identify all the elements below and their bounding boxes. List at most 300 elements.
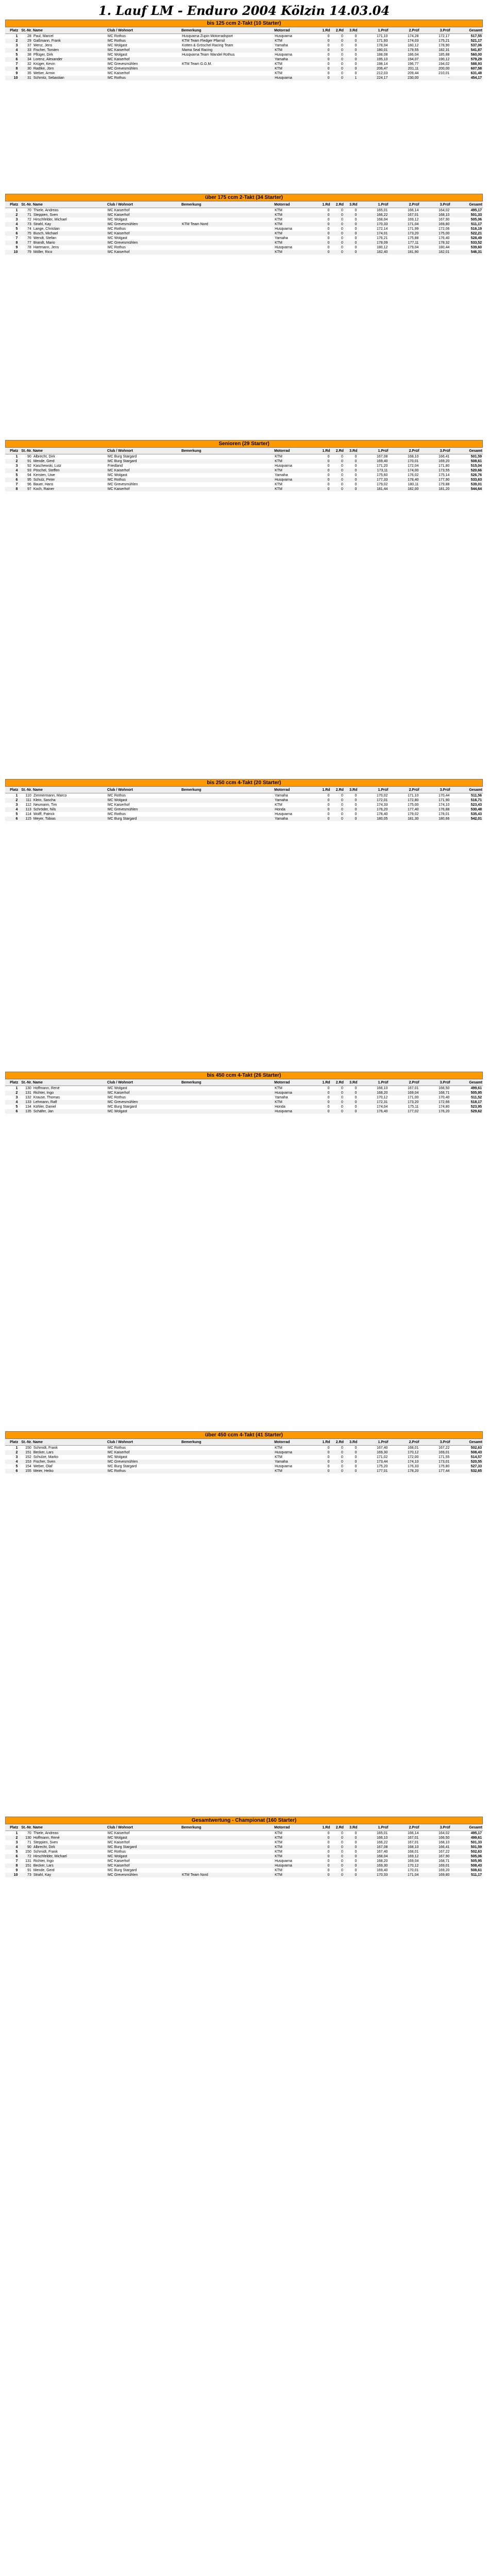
cell-nr: 71	[19, 213, 32, 217]
cell-r3: 0	[344, 250, 358, 255]
cell-r3: 0	[344, 1831, 358, 1836]
cell-r1: 0	[317, 1854, 330, 1859]
cell-p3: 174,80	[419, 1105, 450, 1109]
cell-r1: 0	[317, 34, 330, 39]
column-header: Bemerkung	[181, 201, 274, 208]
cell-mot: KTM	[274, 468, 317, 473]
cell-bem: KTM Team Fledger Pfarrsil	[181, 39, 274, 43]
cell-r3: 0	[344, 1086, 358, 1091]
cell-r3: 0	[344, 213, 358, 217]
cell-r1: 0	[317, 43, 330, 48]
cell-mot: KTM	[274, 1854, 317, 1859]
cell-p3: 170,40	[419, 1095, 450, 1100]
column-header: Platz	[5, 787, 19, 793]
cell-r2: 0	[331, 1455, 344, 1460]
cell-p3: 190,12	[419, 57, 450, 62]
cell-nr: 71	[19, 1840, 32, 1845]
table-row	[5, 807, 483, 812]
cell-p2: 169,12	[389, 217, 419, 222]
cell-p1: 165,01	[358, 1831, 389, 1836]
cell-name: Klein, Sascha	[32, 798, 107, 803]
column-header: Name	[32, 201, 107, 208]
cell-club: MC Wolgast	[107, 1086, 181, 1091]
cell-mot: Honda	[274, 807, 317, 812]
cell-name: Möller, Rico	[32, 250, 107, 255]
cell-r2: 0	[331, 250, 344, 255]
column-header: Bemerkung	[181, 1824, 274, 1831]
cell-r3: 0	[344, 1836, 358, 1840]
cell-platz: 1	[5, 208, 19, 213]
cell-bem	[181, 464, 274, 468]
cell-nr: 73	[19, 1873, 32, 1877]
results-table	[5, 201, 483, 255]
cell-mot: KTM	[274, 213, 317, 217]
cell-p1: 224,17	[358, 76, 389, 80]
cell-r2: 0	[331, 1850, 344, 1854]
column-header: Name	[32, 448, 107, 454]
cell-p1: 170,12	[358, 1095, 389, 1100]
cell-bem	[181, 1831, 274, 1836]
cell-p3: 179,88	[419, 482, 450, 487]
cell-r2: 0	[331, 1873, 344, 1877]
cell-r1: 0	[317, 1831, 330, 1836]
cell-g: 501,59	[450, 1845, 483, 1850]
cell-platz: 10	[5, 250, 19, 255]
cell-p3: 210,01	[419, 71, 450, 76]
table-row	[5, 1446, 483, 1451]
cell-platz: 4	[5, 1845, 19, 1850]
cell-g: 560,00	[450, 53, 483, 57]
cell-r3: 1	[344, 76, 358, 80]
cell-r1: 0	[317, 454, 330, 460]
cell-p1: 167,40	[358, 1850, 389, 1854]
cell-name: Strahl, Kay	[32, 1873, 107, 1877]
cell-nr: 154	[19, 1464, 32, 1469]
cell-name: Hartmann, Jens	[32, 245, 107, 250]
cell-g: 515,04	[450, 464, 483, 468]
cell-p1: 166,22	[358, 213, 389, 217]
cell-nr: 75	[19, 231, 32, 236]
cell-bem	[181, 250, 274, 255]
cell-g: 530,48	[450, 807, 483, 812]
cell-p2: 168,01	[389, 1850, 419, 1854]
cell-r3: 0	[344, 1446, 358, 1451]
cell-g: 499,61	[450, 1086, 483, 1091]
cell-r3: 0	[344, 487, 358, 492]
column-header: 3.Prüf	[419, 27, 450, 34]
cell-platz: 5	[5, 1464, 19, 1469]
cell-p3: 168,71	[419, 1091, 450, 1095]
cell-nr: 91	[19, 1868, 32, 1873]
column-header: Motorrad	[274, 1079, 317, 1086]
cell-name: Strahl, Kay	[32, 222, 107, 227]
cell-nr: 73	[19, 222, 32, 227]
column-header: Motorrad	[274, 1439, 317, 1446]
cell-p3: 169,80	[419, 222, 450, 227]
cell-club: MC Burg Stargard	[107, 459, 181, 464]
column-header: Bemerkung	[181, 27, 274, 34]
cell-p2: 186,04	[389, 53, 419, 57]
cell-platz: 8	[5, 1863, 19, 1868]
cell-bem	[181, 1845, 274, 1850]
column-header: Platz	[5, 1079, 19, 1086]
cell-mot: Yamaha	[274, 473, 317, 478]
results-table	[5, 27, 483, 80]
cell-g: 529,62	[450, 1109, 483, 1114]
cell-r3: 0	[344, 48, 358, 53]
cell-name: Gaßmann, Frank	[32, 39, 107, 43]
cell-r1: 0	[317, 227, 330, 231]
cell-r3: 0	[344, 1450, 358, 1455]
cell-r3: 0	[344, 1100, 358, 1105]
cell-club: MC Kaiserhof	[107, 1863, 181, 1868]
table-row	[5, 1460, 483, 1464]
cell-p2: 182,00	[389, 487, 419, 492]
cell-p1: 167,08	[358, 454, 389, 460]
table-row	[5, 798, 483, 803]
cell-r3: 0	[344, 222, 358, 227]
table-row	[5, 473, 483, 478]
cell-nr: 92	[19, 464, 32, 468]
cell-platz: 4	[5, 468, 19, 473]
cell-r3: 0	[344, 1840, 358, 1845]
cell-bem	[181, 473, 274, 478]
column-header: 1.Prüf	[358, 448, 389, 454]
cell-platz: 2	[5, 39, 19, 43]
cell-platz: 3	[5, 43, 19, 48]
cell-bem	[181, 213, 274, 217]
cell-r3: 0	[344, 241, 358, 245]
cell-nr: 133	[19, 1100, 32, 1105]
cell-platz: 2	[5, 459, 19, 464]
cell-p3: 164,02	[419, 1831, 450, 1836]
column-header: 1.Prüf	[358, 787, 389, 793]
cell-r1: 0	[317, 213, 330, 217]
cell-bem: KTM Team Nord	[181, 222, 274, 227]
cell-nr: 150	[19, 1446, 32, 1451]
cell-r2: 0	[331, 66, 344, 71]
cell-name: Lorenz, Alexander	[32, 57, 107, 62]
cell-p1: 180,05	[358, 817, 389, 821]
column-header: 3.Rd	[344, 1824, 358, 1831]
section-gap	[0, 1067, 488, 1072]
cell-p1: 167,08	[358, 1845, 389, 1850]
cell-platz: 9	[5, 1868, 19, 1873]
column-header: 3.Prüf	[419, 201, 450, 208]
cell-platz: 3	[5, 217, 19, 222]
cell-bem	[181, 1091, 274, 1095]
cell-g: 511,56	[450, 793, 483, 799]
table-row	[5, 1095, 483, 1100]
cell-p1: 177,33	[358, 478, 389, 482]
cell-p3: 176,20	[419, 1109, 450, 1114]
cell-r2: 0	[331, 1836, 344, 1840]
cell-p2: 178,20	[389, 1469, 419, 1473]
page-title: 1. Lauf LM - Enduro 2004 Kölzin 14.03.04	[98, 3, 390, 18]
cell-name: Paul, Marcel	[32, 34, 107, 39]
cell-name: Wendt, Stefan	[32, 236, 107, 241]
cell-g: 508,43	[450, 1450, 483, 1455]
cell-mot: KTM	[274, 222, 317, 227]
cell-r3: 0	[344, 793, 358, 799]
cell-p1: 176,40	[358, 1109, 389, 1114]
section-gap	[0, 190, 488, 194]
table-row	[5, 1469, 483, 1473]
column-header: 1.Rd	[317, 27, 330, 34]
cell-r1: 0	[317, 1464, 330, 1469]
cell-p1: 168,20	[358, 1091, 389, 1095]
cell-p3: 169,01	[419, 1450, 450, 1455]
cell-platz: 6	[5, 1109, 19, 1114]
cell-platz: 10	[5, 1873, 19, 1877]
column-header: Platz	[5, 201, 19, 208]
table-row	[5, 803, 483, 807]
cell-p2: 179,55	[389, 48, 419, 53]
table-row	[5, 53, 483, 57]
table-row	[5, 468, 483, 473]
cell-r1: 0	[317, 66, 330, 71]
cell-nr: 32	[19, 62, 32, 66]
cell-r1: 0	[317, 803, 330, 807]
cell-club: MC Kaiserhof	[107, 250, 181, 255]
table-row	[5, 1091, 483, 1095]
cell-p3: -	[419, 76, 450, 80]
cell-name: Thiele, Andreas	[32, 1831, 107, 1836]
cell-platz: 6	[5, 478, 19, 482]
cell-g: 514,57	[450, 1455, 483, 1460]
cell-p2: 167,01	[389, 1836, 419, 1840]
column-header: 1.Rd	[317, 1439, 330, 1446]
table-row	[5, 454, 483, 460]
cell-p2: 175,88	[389, 236, 419, 241]
cell-name: Hirschfelder, Michael	[32, 1854, 107, 1859]
cell-mot: KTM	[274, 1873, 317, 1877]
table-row	[5, 66, 483, 71]
cell-p3: 172,66	[419, 1100, 450, 1105]
column-header: Club / Wohnort	[107, 27, 181, 34]
column-header: St.-Nr.	[19, 448, 32, 454]
cell-r2: 0	[331, 1464, 344, 1469]
cell-p3: 178,01	[419, 812, 450, 817]
cell-p3: 171,55	[419, 1455, 450, 1460]
results-section	[5, 1817, 483, 2576]
cell-platz: 2	[5, 1450, 19, 1455]
cell-nr: 31	[19, 76, 32, 80]
cell-p1: 180,01	[358, 48, 389, 53]
cell-r1: 0	[317, 1469, 330, 1473]
cell-r2: 0	[331, 43, 344, 48]
cell-r2: 0	[331, 1845, 344, 1850]
cell-g: 508,61	[450, 459, 483, 464]
cell-p2: 174,10	[389, 1460, 419, 1464]
cell-platz: 6	[5, 1854, 19, 1859]
cell-p2: 169,04	[389, 1091, 419, 1095]
cell-p1: 176,20	[358, 807, 389, 812]
results-section	[5, 20, 483, 190]
cell-mot: Husqvarna	[274, 1863, 317, 1868]
cell-p2: 171,10	[389, 793, 419, 799]
cell-bem	[181, 1859, 274, 1863]
cell-platz: 6	[5, 1469, 19, 1473]
column-header: 2.Rd	[331, 201, 344, 208]
cell-nr: 132	[19, 1095, 32, 1100]
table-row	[5, 1831, 483, 1836]
cell-club: MC Wolgast	[107, 53, 181, 57]
cell-p1: 206,47	[358, 66, 389, 71]
cell-r2: 0	[331, 1868, 344, 1873]
cell-nr: 28	[19, 34, 32, 39]
cell-p1: 172,01	[358, 798, 389, 803]
cell-p1: 170,02	[358, 793, 389, 799]
cell-bem	[181, 812, 274, 817]
section-gap	[0, 1427, 488, 1431]
cell-nr: 30	[19, 66, 32, 71]
cell-r2: 0	[331, 468, 344, 473]
cell-mot: Honda	[274, 1105, 317, 1109]
cell-name: Busch, Michael	[32, 231, 107, 236]
cell-nr: 114	[19, 812, 32, 817]
cell-mot: KTM	[274, 1840, 317, 1845]
cell-mot: Husqvarna	[274, 1464, 317, 1469]
table-header-row	[5, 448, 483, 454]
cell-platz: 10	[5, 76, 19, 80]
cell-g: 527,33	[450, 1464, 483, 1469]
cell-g: 454,17	[450, 76, 483, 80]
cell-r1: 0	[317, 1868, 330, 1873]
section-title: Senioren (29 Starter)	[5, 440, 483, 448]
cell-name: Albrecht, Dirk	[32, 454, 107, 460]
cell-nr: 90	[19, 1845, 32, 1850]
cell-r3: 0	[344, 227, 358, 231]
cell-club: MC Kaiserhof	[107, 803, 181, 807]
cell-mot: Husqvarna	[274, 245, 317, 250]
cell-mot: KTM	[274, 231, 317, 236]
cell-name: Weber, Armin	[32, 71, 107, 76]
cell-bem	[181, 454, 274, 460]
cell-mot: Yamaha	[274, 793, 317, 799]
cell-p3: 180,66	[419, 817, 450, 821]
table-row	[5, 213, 483, 217]
cell-p3: 185,88	[419, 53, 450, 57]
cell-g: 499,61	[450, 1836, 483, 1840]
cell-p3: 182,01	[419, 250, 450, 255]
cell-r3: 0	[344, 62, 358, 66]
cell-nr: 77	[19, 241, 32, 245]
cell-r2: 0	[331, 1100, 344, 1105]
results-table	[5, 787, 483, 821]
cell-r1: 0	[317, 53, 330, 57]
column-header: 2.Prüf	[389, 1439, 419, 1446]
cell-platz: 4	[5, 222, 19, 227]
cell-club: MC Grevesmühlen	[107, 62, 181, 66]
cell-g: 544,64	[450, 487, 483, 492]
cell-r1: 0	[317, 1873, 330, 1877]
cell-r1: 0	[317, 231, 330, 236]
cell-bem	[181, 1460, 274, 1464]
cell-name: Schröder, Nils	[32, 807, 107, 812]
cell-p2: 174,00	[389, 468, 419, 473]
column-header: Motorrad	[274, 201, 317, 208]
results-table	[5, 1079, 483, 1114]
cell-p3: 166,41	[419, 1845, 450, 1850]
cell-p3: 170,44	[419, 793, 450, 799]
cell-g: 495,17	[450, 208, 483, 213]
cell-r1: 0	[317, 793, 330, 799]
cell-mot: KTM	[274, 208, 317, 213]
cell-r2: 0	[331, 487, 344, 492]
cell-club: MC Grevesmühlen	[107, 66, 181, 71]
cell-p1: 173,44	[358, 1460, 389, 1464]
cell-name: Koch, Rainer	[32, 487, 107, 492]
cell-p1: 174,01	[358, 231, 389, 236]
cell-mot: KTM	[274, 1455, 317, 1460]
cell-p3: 174,10	[419, 803, 450, 807]
cell-p3: 181,20	[419, 487, 450, 492]
cell-bem: KTM Team Nord	[181, 1873, 274, 1877]
cell-name: Bauer, Hans	[32, 482, 107, 487]
cell-club: MC Grevesmühlen	[107, 1100, 181, 1105]
cell-platz: 9	[5, 245, 19, 250]
cell-p3: 175,00	[419, 231, 450, 236]
results-sections	[0, 20, 488, 2576]
cell-platz: 8	[5, 487, 19, 492]
cell-bem	[181, 807, 274, 812]
cell-r2: 0	[331, 1105, 344, 1109]
cell-bem	[181, 478, 274, 482]
cell-g: 502,63	[450, 1850, 483, 1854]
cell-club: MC Kaiserhof	[107, 231, 181, 236]
cell-p3: 176,40	[419, 236, 450, 241]
table-row	[5, 1100, 483, 1105]
cell-club: MC Wolgast	[107, 798, 181, 803]
column-header: 2.Rd	[331, 27, 344, 34]
cell-p1: 178,04	[358, 43, 389, 48]
column-header: 2.Rd	[331, 1824, 344, 1831]
cell-r2: 0	[331, 812, 344, 817]
cell-r2: 0	[331, 236, 344, 241]
cell-g: 508,61	[450, 1868, 483, 1873]
cell-p1: 166,22	[358, 1840, 389, 1845]
table-row	[5, 1859, 483, 1863]
column-header: Name	[32, 1824, 107, 1831]
cell-platz: 1	[5, 1831, 19, 1836]
column-header: 1.Rd	[317, 1824, 330, 1831]
section-title: über 450 ccm 4-Takt (41 Starter)	[5, 1431, 483, 1439]
column-header: St.-Nr.	[19, 201, 32, 208]
cell-name: Krüger, Kevin	[32, 62, 107, 66]
cell-name: Hoffmann, René	[32, 1086, 107, 1091]
cell-r1: 0	[317, 1460, 330, 1464]
cell-platz: 5	[5, 227, 19, 231]
table-row	[5, 71, 483, 76]
cell-name: Schmitz, Sebastian	[32, 76, 107, 80]
cell-platz: 5	[5, 53, 19, 57]
cell-club: MC Kaiserhof	[107, 1450, 181, 1455]
column-header: Gesamt	[450, 787, 483, 793]
cell-bem	[181, 1850, 274, 1854]
cell-p3: 178,90	[419, 43, 450, 48]
table-row	[5, 1854, 483, 1859]
cell-p3: 167,22	[419, 1446, 450, 1451]
cell-mot: Yamaha	[274, 57, 317, 62]
cell-g: 508,43	[450, 1863, 483, 1868]
results-section	[5, 779, 483, 1067]
column-header: 3.Rd	[344, 201, 358, 208]
cell-p3: 171,80	[419, 464, 450, 468]
column-header: 2.Prüf	[389, 448, 419, 454]
cell-p3: 180,44	[419, 245, 450, 250]
cell-bem	[181, 1469, 274, 1473]
